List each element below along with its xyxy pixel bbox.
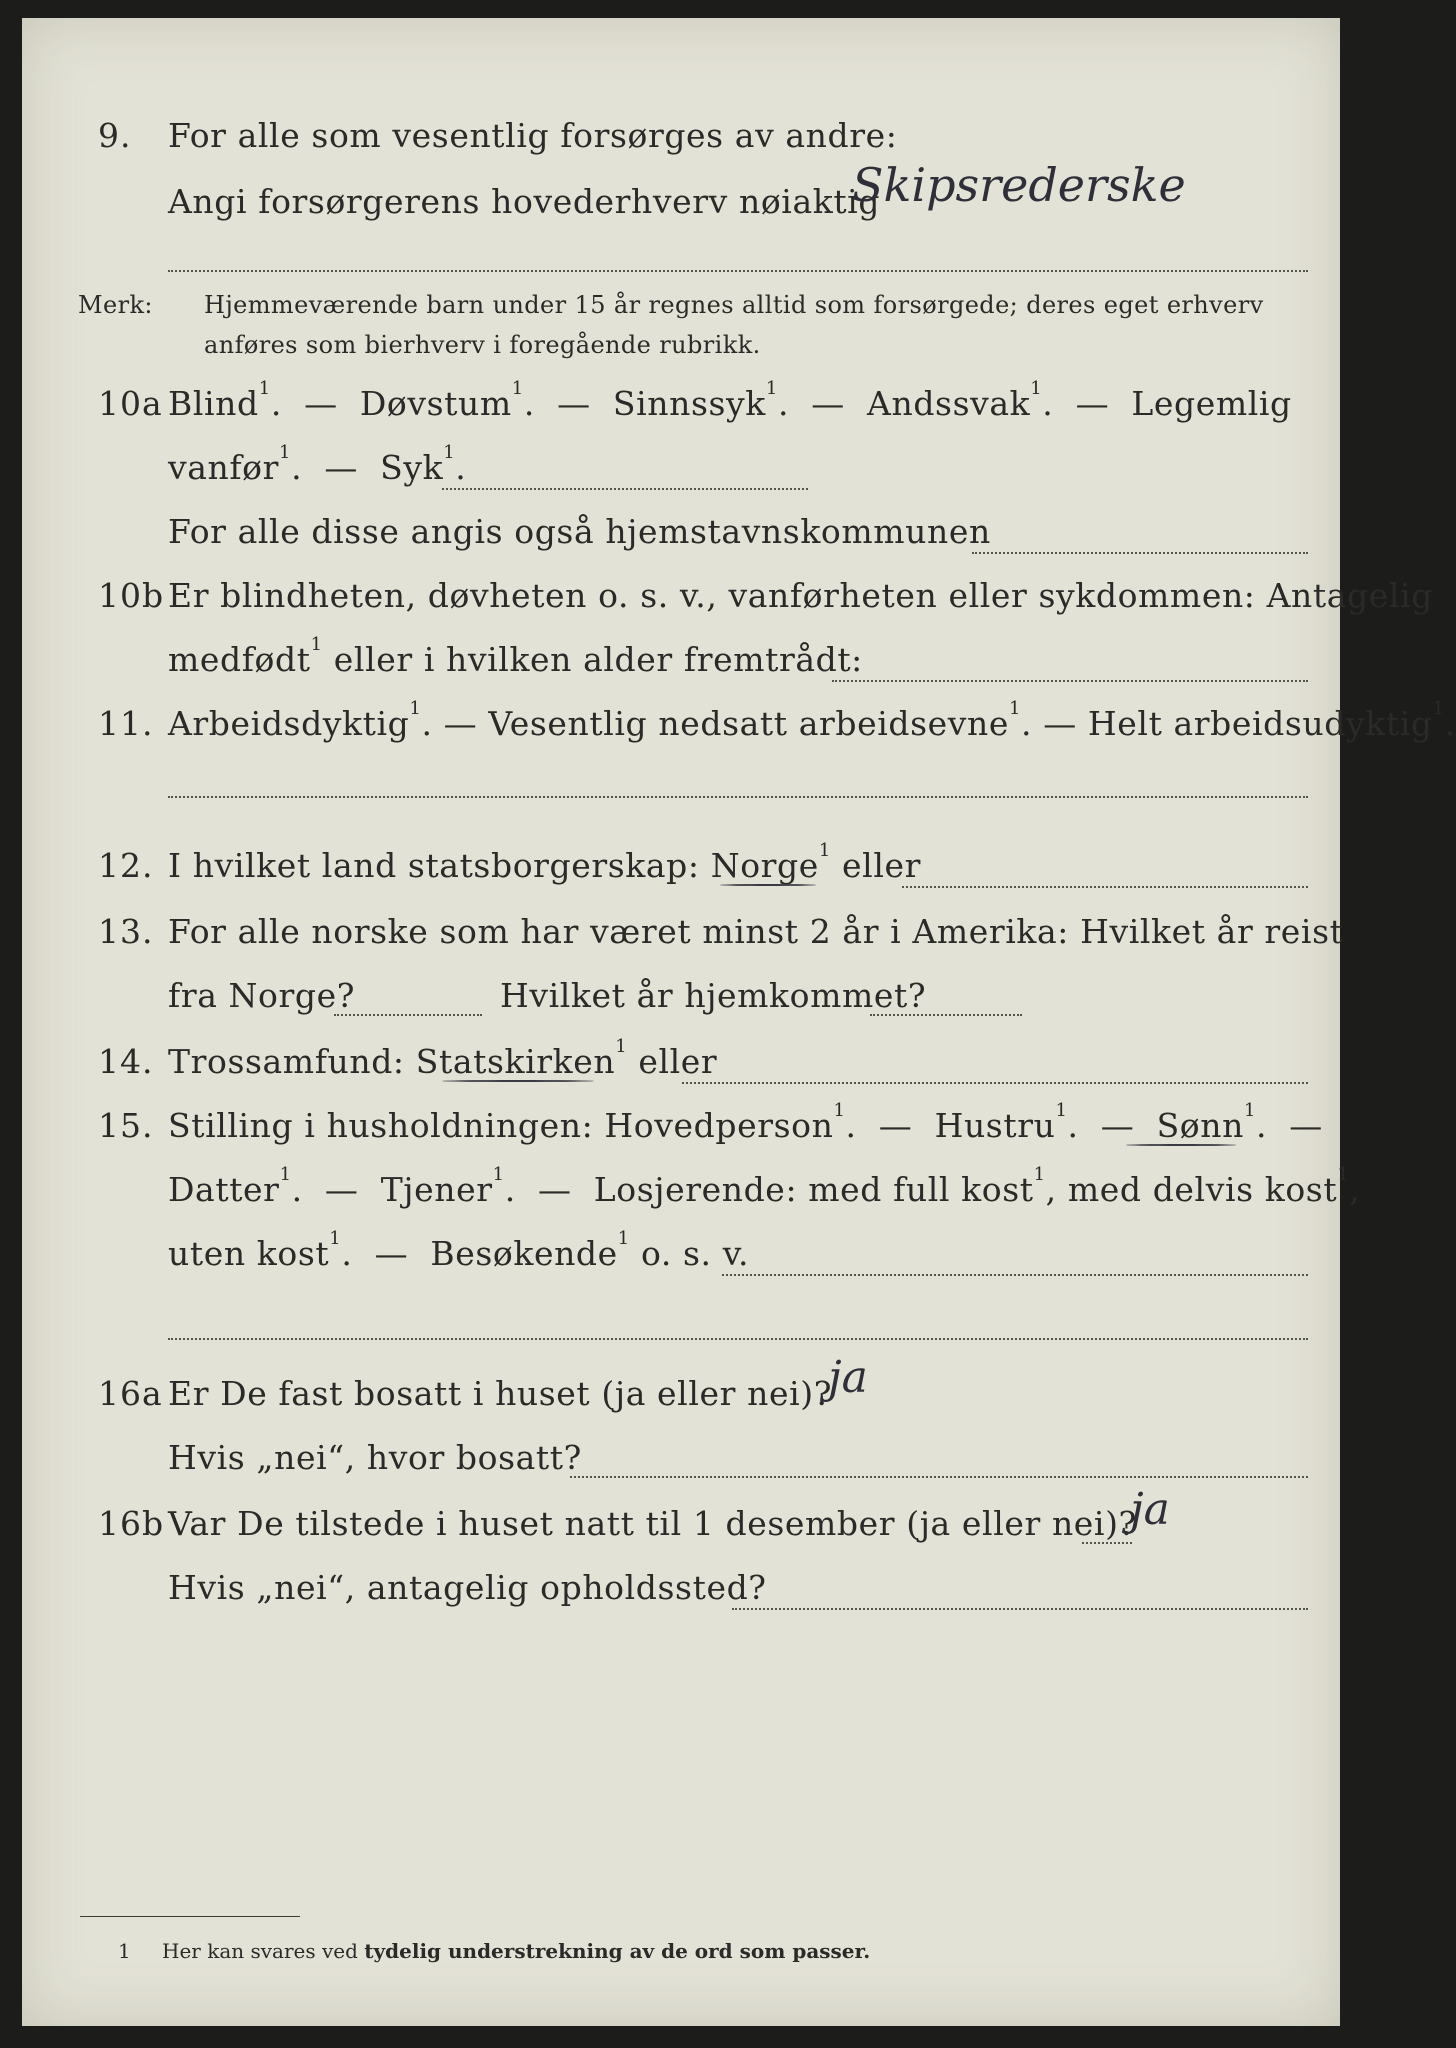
merk-text-line1: Hjemmeværende barn under 15 år regnes alltid som forsørgede; deres eget erhverv bbox=[204, 291, 1264, 319]
q10b-dots bbox=[832, 680, 1308, 682]
q9-text: For alle som vesentlig forsørges av andre: bbox=[168, 116, 898, 155]
q11-dots bbox=[168, 796, 1308, 798]
q15-dots2 bbox=[168, 1338, 1308, 1340]
q16b-answer-handwritten: ja bbox=[1130, 1484, 1170, 1535]
q15-line1: 15. Stilling i husholdningen: Hovedperson$^1$. — Hustru$^1$. — Sønn$^1$. — bbox=[22, 1096, 1340, 1156]
q12-dots bbox=[902, 886, 1308, 888]
q10b-number: 10b bbox=[98, 576, 165, 615]
q10a-syk-dots bbox=[442, 488, 808, 490]
q9-text2: Angi forsørgerens hovederhverv nøiaktig bbox=[168, 182, 881, 221]
q12-number: 12. bbox=[98, 846, 154, 885]
merk-label: Merk: bbox=[78, 291, 153, 319]
q13-line1: 13. For alle norske som har været minst 2 år i Amerika: Hvilket år reist bbox=[22, 902, 1340, 962]
q16a-line1: 16a Er De fast bosatt i huset (ja eller nei)? bbox=[22, 1364, 1340, 1424]
q16b-dots2 bbox=[732, 1608, 1308, 1610]
q16b-line1: 16b Var De tilstede i huset natt til 1 desember (ja eller nei)? bbox=[22, 1494, 1340, 1554]
q14-line: 14. Trossamfund: Statskirken$^1$ eller bbox=[22, 1032, 1340, 1092]
q9-answer-handwritten: Skipsrederske bbox=[852, 158, 1186, 212]
q13-hjem-dots bbox=[870, 1014, 1022, 1016]
q13-line2: fra Norge? Hvilket år hjemkommet? bbox=[168, 976, 927, 1015]
q16b-line2: Hvis „nei“, antagelig opholdssted? bbox=[168, 1568, 767, 1607]
q9-dotted-line bbox=[168, 270, 1308, 272]
q13-number: 13. bbox=[98, 912, 154, 951]
q12-norge: Norge bbox=[710, 846, 819, 885]
q15-number: 15. bbox=[98, 1106, 154, 1145]
q15-line3: uten kost$^1$. — Besøkende$^1$ o. s. v. bbox=[168, 1228, 750, 1273]
q15-sonn-underline bbox=[1126, 1144, 1236, 1146]
q10b-line2: medfødt$^1$ eller i hvilken alder fremtrådt: bbox=[168, 634, 863, 679]
q16a-line2: Hvis „nei“, hvor bosatt? bbox=[168, 1438, 582, 1477]
q16b-dots1 bbox=[1082, 1542, 1132, 1544]
q15-line2: Datter$^1$. — Tjener$^1$. — Losjerende: med full kost$^1$, med delvis kost$^1$, bbox=[168, 1164, 1361, 1209]
footnote-rule bbox=[80, 1916, 300, 1917]
q13-reist-dots bbox=[334, 1014, 482, 1016]
q14-number: 14. bbox=[98, 1042, 154, 1081]
q9-line1 bbox=[22, 106, 1340, 166]
q10a-text: Blind$^1$. — Døvstum$^1$. — Sinnssyk$^1$. — Andssvak$^1$. — Legemlig bbox=[168, 378, 1292, 423]
q11-line1: 11. Arbeidsdyktig$^1$. — Vesentlig nedsatt arbeidsevne$^1$. — Helt arbeidsudyktig$^1$. bbox=[22, 694, 1340, 754]
q12-norge-underline bbox=[720, 884, 816, 886]
q16b-number: 16b bbox=[98, 1504, 165, 1543]
merk-text-line2: anføres som bierhverv i foregående rubrikk. bbox=[204, 331, 761, 359]
footnote-marker: 1 bbox=[118, 1939, 131, 1963]
q10a-line2: vanfør$^1$. — Syk$^1$. bbox=[168, 442, 467, 487]
q10a-number: 10a bbox=[98, 384, 163, 423]
q12-line: 12. I hvilket land statsborgerskap: Norge$^1$ eller bbox=[22, 836, 1340, 896]
q14-statskirken: Statskirken bbox=[415, 1042, 616, 1081]
q16a-dots bbox=[570, 1476, 1308, 1478]
q15-dots bbox=[722, 1274, 1308, 1276]
q14-dots bbox=[682, 1082, 1308, 1084]
q10b-line1: 10b Er blindheten, døvheten o. s. v., vanførheten eller sykdommen: Antagelig bbox=[22, 566, 1340, 626]
q14-statskirken-underline bbox=[442, 1080, 594, 1082]
q10a-line1 bbox=[22, 374, 1340, 434]
q11-number: 11. bbox=[98, 704, 154, 743]
q9-number: 9. bbox=[98, 116, 132, 155]
footnote-text: Her kan svares ved tydelig understrekning av de ord som passer. bbox=[162, 1939, 871, 1963]
q10a-line3-dots bbox=[972, 552, 1308, 554]
census-form-page bbox=[22, 18, 1456, 2026]
q16a-number: 16a bbox=[98, 1374, 163, 1413]
q16a-answer-handwritten: ja bbox=[828, 1352, 868, 1403]
q10a-line3: For alle disse angis også hjemstavnskommunen bbox=[168, 512, 991, 551]
